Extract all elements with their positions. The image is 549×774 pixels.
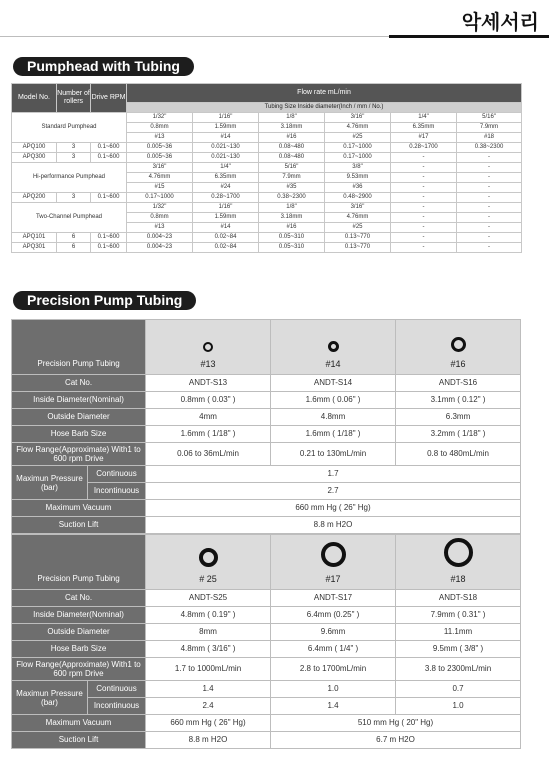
size-cell: - — [391, 213, 457, 223]
precision-tubing-table-1 — [11, 319, 521, 534]
flow-cell: 0.08~480 — [259, 143, 325, 153]
size-cell: - — [457, 213, 522, 223]
id-cell: 4.8mm ( 0.19" ) — [146, 607, 271, 624]
flow-cell: 0.38~2300 — [457, 143, 522, 153]
size-cell: - — [391, 183, 457, 193]
continuous-cell: 0.7 — [396, 681, 521, 698]
table-row — [12, 193, 522, 203]
flow-cell: 0.38~2300 — [259, 193, 325, 203]
header-accent-bar — [389, 35, 549, 38]
rollers-cell: 6 — [57, 233, 91, 243]
id-cell: 6.4mm (0.25" ) — [271, 607, 396, 624]
tubing-title-label: Precision Pump Tubing — [12, 535, 146, 590]
tubing-ring-icon — [321, 542, 346, 567]
precision-tubing-table-2 — [11, 534, 521, 749]
row-label-incontinuous: Incontinuous — [88, 483, 146, 500]
size-cell: #16 — [259, 223, 325, 233]
tubing-ring-icon — [328, 341, 339, 352]
model-cell: APQ200 — [12, 193, 57, 203]
tubing-number: #18 — [450, 574, 466, 584]
header-model: Model No. — [12, 84, 57, 113]
tubing-col-16 — [396, 320, 521, 375]
size-cell: 3/16" — [325, 203, 391, 213]
rpm-cell: 0.1~600 — [91, 143, 127, 153]
flow-cell: 1.7 to 1000mL/min — [146, 658, 271, 681]
barb-cell: 1.6mm ( 1/18" ) — [271, 426, 396, 443]
id-cell: 7.9mm ( 0.31" ) — [396, 607, 521, 624]
size-cell: 1.59mm — [193, 123, 259, 133]
size-cell: - — [391, 163, 457, 173]
od-cell: 9.6mm — [271, 624, 396, 641]
flow-cell: 0.02~84 — [193, 233, 259, 243]
row-label-suction: Suction Lift — [12, 517, 146, 534]
size-cell: #24 — [193, 183, 259, 193]
tubing-ring-icon — [444, 538, 473, 567]
flow-cell: 0.8 to 480mL/min — [396, 443, 521, 466]
size-cell: - — [457, 203, 522, 213]
cat-cell: ANDT-S14 — [271, 375, 396, 392]
flow-cell: 0.06 to 36mL/min — [146, 443, 271, 466]
flow-cell: 0.005~36 — [127, 153, 193, 163]
row-label-barb: Hose Barb Size — [12, 641, 146, 658]
size-cell: 1/16" — [193, 203, 259, 213]
size-cell: 4.76mm — [325, 213, 391, 223]
flow-cell: - — [457, 193, 522, 203]
row-label-suction: Suction Lift — [12, 732, 146, 749]
size-cell: 3.18mm — [259, 123, 325, 133]
flow-cell: 0.021~130 — [193, 143, 259, 153]
size-cell: 1/4" — [391, 113, 457, 123]
tubing-number: #14 — [325, 359, 341, 369]
flow-cell: - — [457, 153, 522, 163]
suction-cell: 8.8 m H2O — [146, 517, 521, 534]
size-cell: 1/32" — [127, 203, 193, 213]
flow-cell: - — [391, 193, 457, 203]
rollers-cell: 6 — [57, 243, 91, 253]
group-two-channel: Two-Channel Pumphead — [12, 203, 127, 233]
size-cell: #14 — [193, 133, 259, 143]
flow-cell: - — [457, 233, 522, 243]
size-cell: 3.18mm — [259, 213, 325, 223]
tubing-ring-icon — [203, 342, 213, 352]
flow-cell: - — [391, 153, 457, 163]
section-title-pumphead: Pumphead with Tubing — [13, 57, 194, 76]
flow-cell: - — [391, 243, 457, 253]
tubing-number: #17 — [325, 574, 341, 584]
row-label-continuous: Continuous — [88, 681, 146, 698]
rpm-cell: 0.1~600 — [91, 193, 127, 203]
size-cell: #13 — [127, 223, 193, 233]
flow-cell: 0.004~23 — [127, 233, 193, 243]
tubing-col-17 — [271, 535, 396, 590]
suction-cell: 6.7 m H2O — [271, 732, 521, 749]
table-row — [12, 153, 522, 163]
row-label-id: Inside Diameter(Nominal) — [12, 392, 146, 409]
tubing-col-13 — [146, 320, 271, 375]
brand-title: 악세서리 — [461, 10, 539, 34]
flow-cell: 0.08~480 — [259, 153, 325, 163]
header-tubing: Tubing Size Inside diameter(Inch / mm / No.) — [127, 103, 522, 113]
size-cell: #17 — [391, 133, 457, 143]
rollers-cell: 3 — [57, 153, 91, 163]
cat-cell: ANDT-S16 — [396, 375, 521, 392]
row-label-pressure: Maximun Pressure (bar) — [12, 681, 88, 715]
row-label-od: Outside Diameter — [12, 409, 146, 426]
flow-cell: - — [457, 243, 522, 253]
flow-cell: 0.05~310 — [259, 233, 325, 243]
table-row — [12, 143, 522, 153]
flow-cell: 0.28~1700 — [193, 193, 259, 203]
size-cell: 4.76mm — [325, 123, 391, 133]
size-cell: 3/16" — [127, 163, 193, 173]
table-row — [12, 243, 522, 253]
rollers-cell: 3 — [57, 193, 91, 203]
size-cell: #15 — [127, 183, 193, 193]
size-cell: - — [457, 173, 522, 183]
flow-cell: - — [391, 233, 457, 243]
cat-cell: ANDT-S13 — [146, 375, 271, 392]
tubing-number: # 25 — [199, 574, 217, 584]
continuous-cell: 1.4 — [146, 681, 271, 698]
size-cell: 6.35mm — [193, 173, 259, 183]
row-label-incontinuous: Incontinuous — [88, 698, 146, 715]
size-cell: - — [457, 163, 522, 173]
flow-cell: 0.28~1700 — [391, 143, 457, 153]
header-rollers: Number of rollers — [57, 84, 91, 113]
barb-cell: 4.8mm ( 3/16" ) — [146, 641, 271, 658]
tubing-ring-icon — [451, 337, 466, 352]
suction-cell: 8.8 m H2O — [146, 732, 271, 749]
row-label-cat: Cat No. — [12, 375, 146, 392]
section-title-precision: Precision Pump Tubing — [13, 291, 196, 310]
barb-cell: 3.2mm ( 1/18" ) — [396, 426, 521, 443]
size-cell: 4.76mm — [127, 173, 193, 183]
model-cell: APQ100 — [12, 143, 57, 153]
tubing-title-label: Precision Pump Tubing — [12, 320, 146, 375]
row-label-pressure: Maximun Pressure (bar) — [12, 466, 88, 500]
tubing-col-25 — [146, 535, 271, 590]
size-cell: 1/4" — [193, 163, 259, 173]
flow-cell: 0.02~84 — [193, 243, 259, 253]
header-flow: Flow rate mL/min — [127, 84, 522, 103]
row-label-id: Inside Diameter(Nominal) — [12, 607, 146, 624]
incontinuous-cell: 2.7 — [146, 483, 521, 500]
size-cell: - — [457, 183, 522, 193]
size-cell: #25 — [325, 133, 391, 143]
flow-cell: 0.21 to 130mL/min — [271, 443, 396, 466]
size-cell: #35 — [259, 183, 325, 193]
row-label-cat: Cat No. — [12, 590, 146, 607]
tubing-col-14 — [271, 320, 396, 375]
id-cell: 3.1mm ( 0.12" ) — [396, 392, 521, 409]
header-rpm: Drive RPM — [91, 84, 127, 113]
row-label-flow: Flow Range(Approximate) With1 to 600 rpm Drive — [12, 443, 146, 466]
size-cell: 1.59mm — [193, 213, 259, 223]
group-hi-performance: Hi-performance Pumphead — [12, 163, 127, 193]
cat-cell: ANDT-S25 — [146, 590, 271, 607]
flow-cell: 0.005~36 — [127, 143, 193, 153]
barb-cell: 1.6mm ( 1/18" ) — [146, 426, 271, 443]
rpm-cell: 0.1~600 — [91, 233, 127, 243]
incontinuous-cell: 1.4 — [271, 698, 396, 715]
size-cell: 1/8" — [259, 203, 325, 213]
rpm-cell: 0.1~600 — [91, 243, 127, 253]
id-cell: 1.6mm ( 0.06" ) — [271, 392, 396, 409]
vacuum-cell: 510 mm Hg ( 20" Hg) — [271, 715, 521, 732]
size-cell: 7.9mm — [457, 123, 522, 133]
size-cell: 5/16" — [259, 163, 325, 173]
size-cell: 3/16" — [325, 113, 391, 123]
group-standard: Standard Pumphead — [12, 113, 127, 143]
flow-cell: 2.8 to 1700mL/min — [271, 658, 396, 681]
cat-cell: ANDT-S18 — [396, 590, 521, 607]
tubing-number: #13 — [200, 359, 216, 369]
od-cell: 8mm — [146, 624, 271, 641]
cat-cell: ANDT-S17 — [271, 590, 396, 607]
incontinuous-cell: 1.0 — [396, 698, 521, 715]
flow-cell: 0.05~310 — [259, 243, 325, 253]
size-cell: 3/8" — [325, 163, 391, 173]
od-cell: 4.8mm — [271, 409, 396, 426]
size-cell: #16 — [259, 133, 325, 143]
size-cell: 1/8" — [259, 113, 325, 123]
size-cell: 9.53mm — [325, 173, 391, 183]
od-cell: 4mm — [146, 409, 271, 426]
model-cell: APQ101 — [12, 233, 57, 243]
vacuum-cell: 660 mm Hg ( 26" Hg) — [146, 500, 521, 517]
size-cell: 1/32" — [127, 113, 193, 123]
row-label-vacuum: Maximum Vacuum — [12, 715, 146, 732]
size-cell: #36 — [325, 183, 391, 193]
flow-cell: 0.17~1000 — [325, 143, 391, 153]
row-label-od: Outside Diameter — [12, 624, 146, 641]
barb-cell: 6.4mm ( 1/4" ) — [271, 641, 396, 658]
size-cell: #14 — [193, 223, 259, 233]
continuous-cell: 1.0 — [271, 681, 396, 698]
tubing-col-18 — [396, 535, 521, 590]
row-label-flow: Flow Range(Approximate) With1 to 600 rpm Drive — [12, 658, 146, 681]
flow-cell: 3.8 to 2300mL/min — [396, 658, 521, 681]
tubing-ring-icon — [199, 548, 218, 567]
od-cell: 6.3mm — [396, 409, 521, 426]
size-cell: #25 — [325, 223, 391, 233]
flow-cell: 0.48~2900 — [325, 193, 391, 203]
flow-cell: 0.13~770 — [325, 233, 391, 243]
size-cell: 6.35mm — [391, 123, 457, 133]
tubing-number: #16 — [450, 359, 466, 369]
size-cell: 5/16" — [457, 113, 522, 123]
rollers-cell: 3 — [57, 143, 91, 153]
flow-cell: 0.17~1000 — [325, 153, 391, 163]
model-cell: APQ301 — [12, 243, 57, 253]
flow-cell: 0.021~130 — [193, 153, 259, 163]
rpm-cell: 0.1~600 — [91, 153, 127, 163]
vacuum-cell: 660 mm Hg ( 26" Hg) — [146, 715, 271, 732]
size-cell: 0.8mm — [127, 123, 193, 133]
table-row — [12, 233, 522, 243]
size-cell: #13 — [127, 133, 193, 143]
size-cell: - — [391, 203, 457, 213]
flow-cell: 0.004~23 — [127, 243, 193, 253]
row-label-continuous: Continuous — [88, 466, 146, 483]
size-cell: 1/16" — [193, 113, 259, 123]
continuous-cell: 1.7 — [146, 466, 521, 483]
size-cell: - — [391, 223, 457, 233]
pumphead-table — [11, 83, 522, 253]
barb-cell: 9.5mm ( 3/8" ) — [396, 641, 521, 658]
flow-cell: 0.17~1000 — [127, 193, 193, 203]
row-label-vacuum: Maximum Vacuum — [12, 500, 146, 517]
model-cell: APQ300 — [12, 153, 57, 163]
size-cell: - — [391, 173, 457, 183]
incontinuous-cell: 2.4 — [146, 698, 271, 715]
flow-cell: 0.13~770 — [325, 243, 391, 253]
od-cell: 11.1mm — [396, 624, 521, 641]
size-cell: - — [457, 223, 522, 233]
id-cell: 0.8mm ( 0.03" ) — [146, 392, 271, 409]
row-label-barb: Hose Barb Size — [12, 426, 146, 443]
size-cell: #18 — [457, 133, 522, 143]
size-cell: 7.9mm — [259, 173, 325, 183]
size-cell: 0.8mm — [127, 213, 193, 223]
